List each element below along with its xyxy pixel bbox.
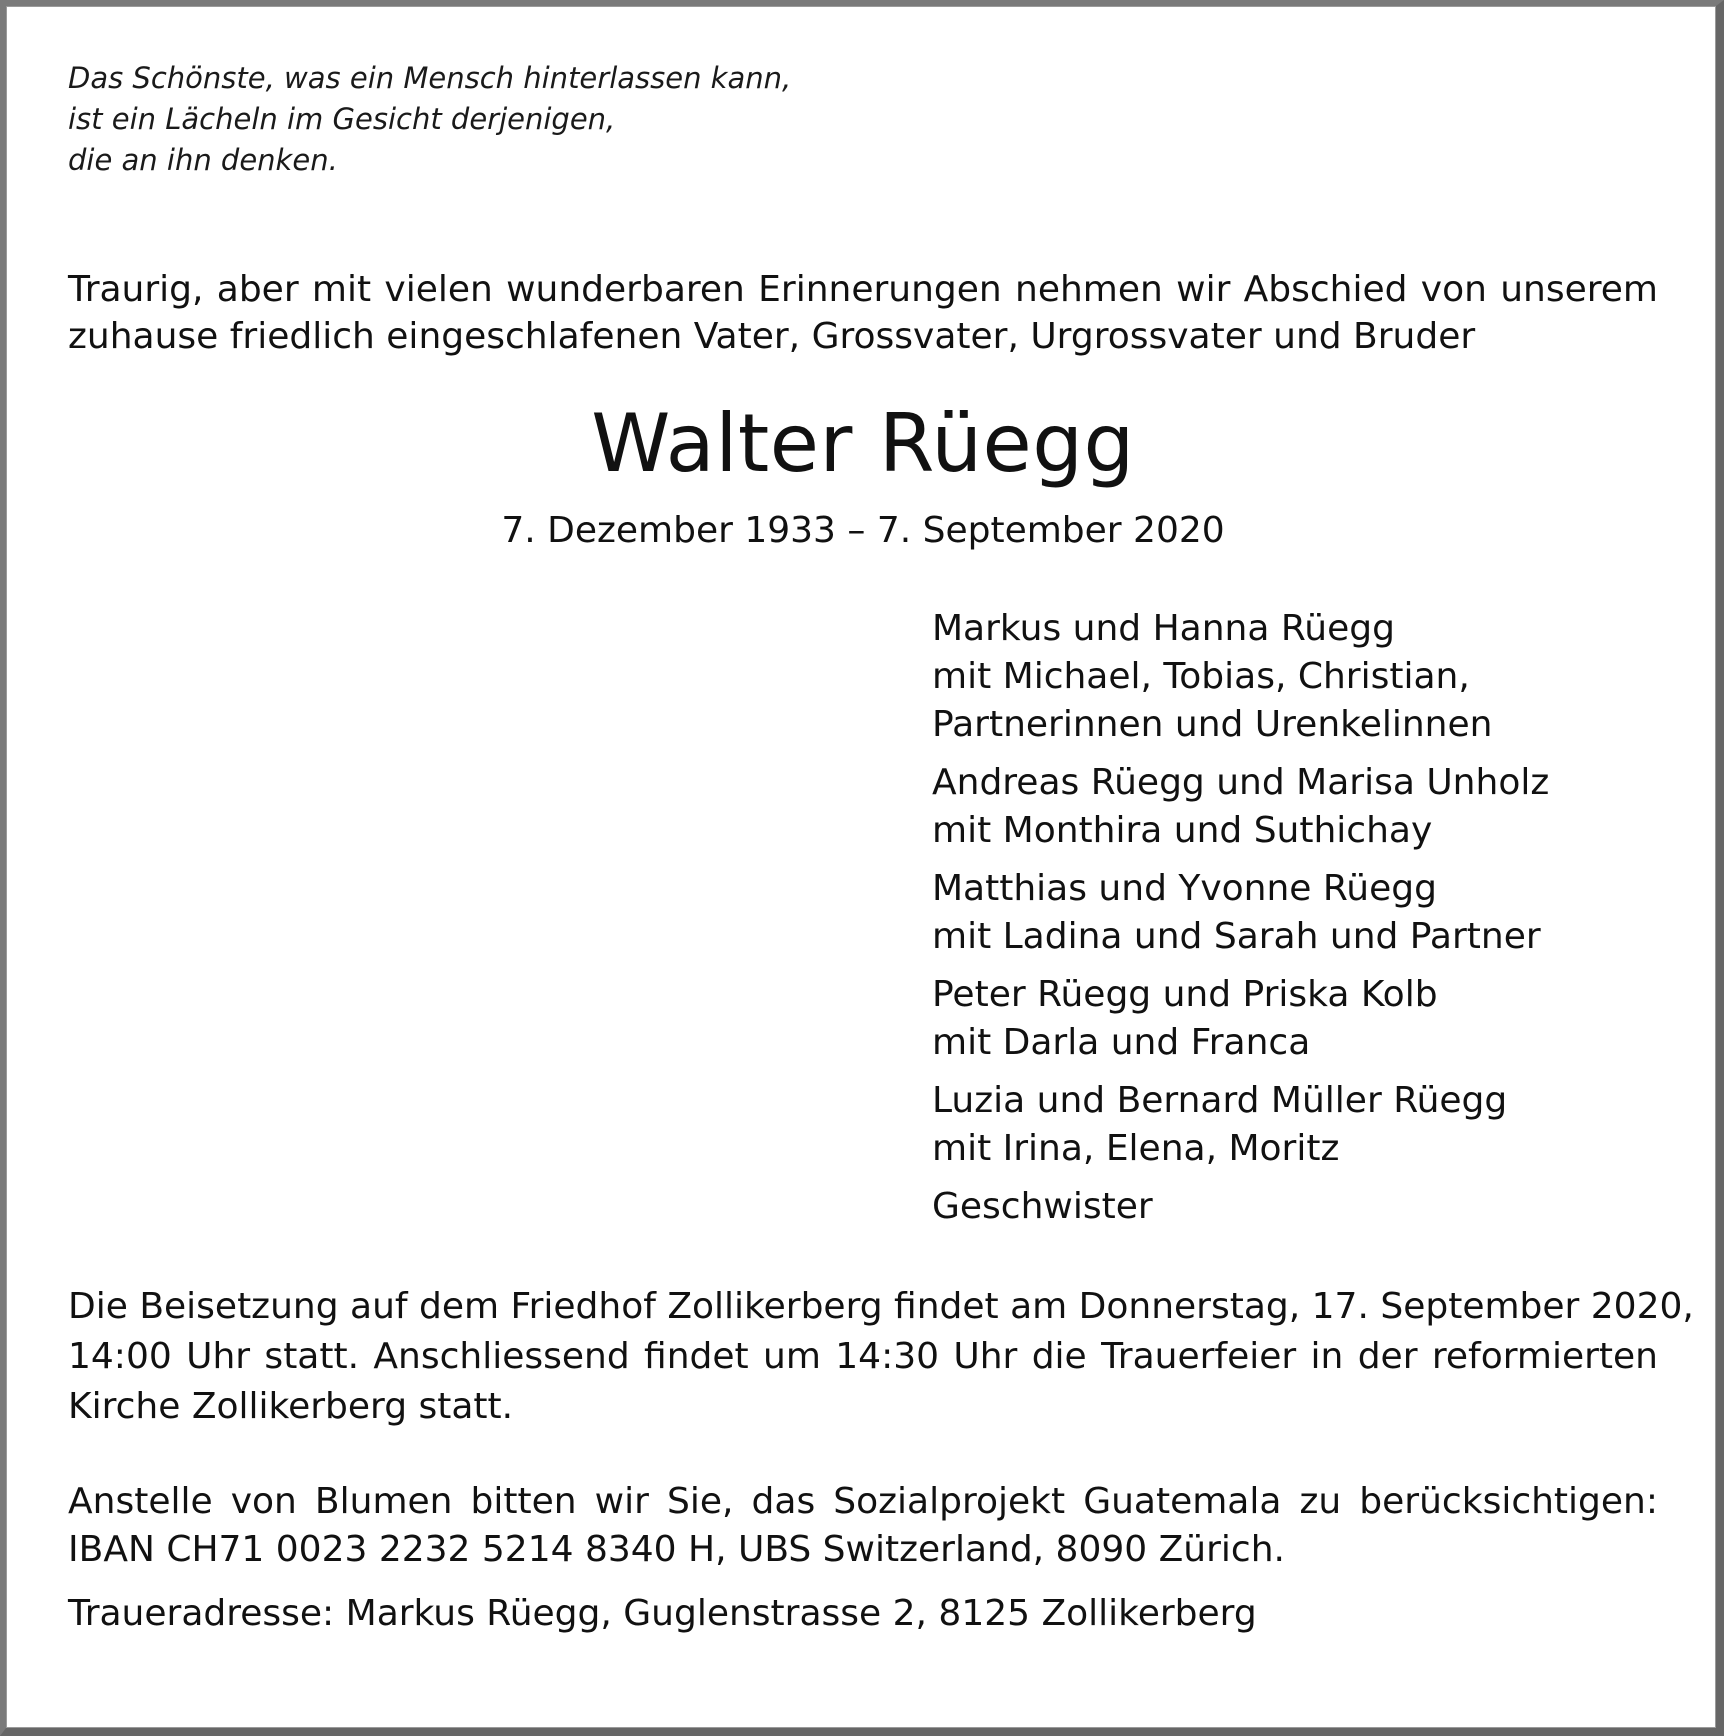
mourner-group [932, 759, 1549, 855]
mourner-line: Geschwister [932, 1186, 1153, 1227]
service-line: 14:00 Uhr statt. Anschliessend findet um 14:30 Uhr die Trauerfeier in der reformierten [68, 1336, 1658, 1377]
obituary-notice [68, 0, 1694, 1736]
mourner-group [932, 971, 1549, 1067]
mourner-line: mit Irina, Elena, Moritz [932, 1128, 1340, 1169]
service-line: Kirche Zollikerberg statt. [68, 1386, 514, 1427]
motto-line: die an ihn denken. [68, 143, 338, 177]
funeral-service-info [68, 1282, 1694, 1432]
deceased-name: Walter Rüegg [591, 397, 1135, 490]
motto-line: Das Schönste, was ein Mensch hinterlassen kann, [68, 61, 792, 95]
mourner-group [932, 1077, 1549, 1173]
intro-text [68, 266, 1658, 360]
mourner-group [932, 605, 1549, 749]
mourning-address: Traueradresse: Markus Rüegg, Guglenstrasse 2, 8125 Zollikerberg [68, 1593, 1257, 1634]
service-line: Die Beisetzung auf dem Friedhof Zollikerberg findet am Donnerstag, 17. September 2020, [68, 1286, 1694, 1327]
intro-line: Traurig, aber mit vielen wunderbaren Erinnerungen nehmen wir Abschied von unserem [68, 269, 1658, 310]
donation-line: IBAN CH71 0023 2232 5214 8340 H, UBS Switzerland, 8090 Zürich. [68, 1529, 1285, 1570]
mourner-line: Andreas Rüegg und Marisa Unholz [932, 762, 1550, 803]
motto-line: ist ein Lächeln im Gesicht derjenigen, [68, 102, 616, 136]
mourner-line: mit Monthira und Suthichay [932, 810, 1433, 851]
mourner-line: Matthias und Yvonne Rüegg [932, 868, 1437, 909]
mourner-group [932, 865, 1549, 961]
mourner-line: Luzia und Bernard Müller Rüegg [932, 1080, 1508, 1121]
mourner-line: Peter Rüegg und Priska Kolb [932, 974, 1438, 1015]
mourner-line: mit Ladina und Sarah und Partner [932, 916, 1541, 957]
mourners-list [932, 605, 1549, 1241]
mourner-line: mit Darla und Franca [932, 1022, 1311, 1063]
mourner-line: Markus und Hanna Rüegg [932, 608, 1395, 649]
donation-info [68, 1478, 1658, 1574]
donation-line: Anstelle von Blumen bitten wir Sie, das Sozialprojekt Guatemala zu berücksichtigen: [68, 1481, 1658, 1522]
life-dates: 7. Dezember 1933 – 7. September 2020 [501, 510, 1225, 551]
mourner-group [932, 1183, 1549, 1231]
mourner-line: mit Michael, Tobias, Christian, [932, 656, 1470, 697]
intro-line: zuhause friedlich eingeschlafenen Vater, Grossvater, Urgrossvater und Bruder [68, 316, 1476, 357]
mourner-line: Partnerinnen und Urenkelinnen [932, 704, 1493, 745]
motto-quote [68, 58, 791, 181]
